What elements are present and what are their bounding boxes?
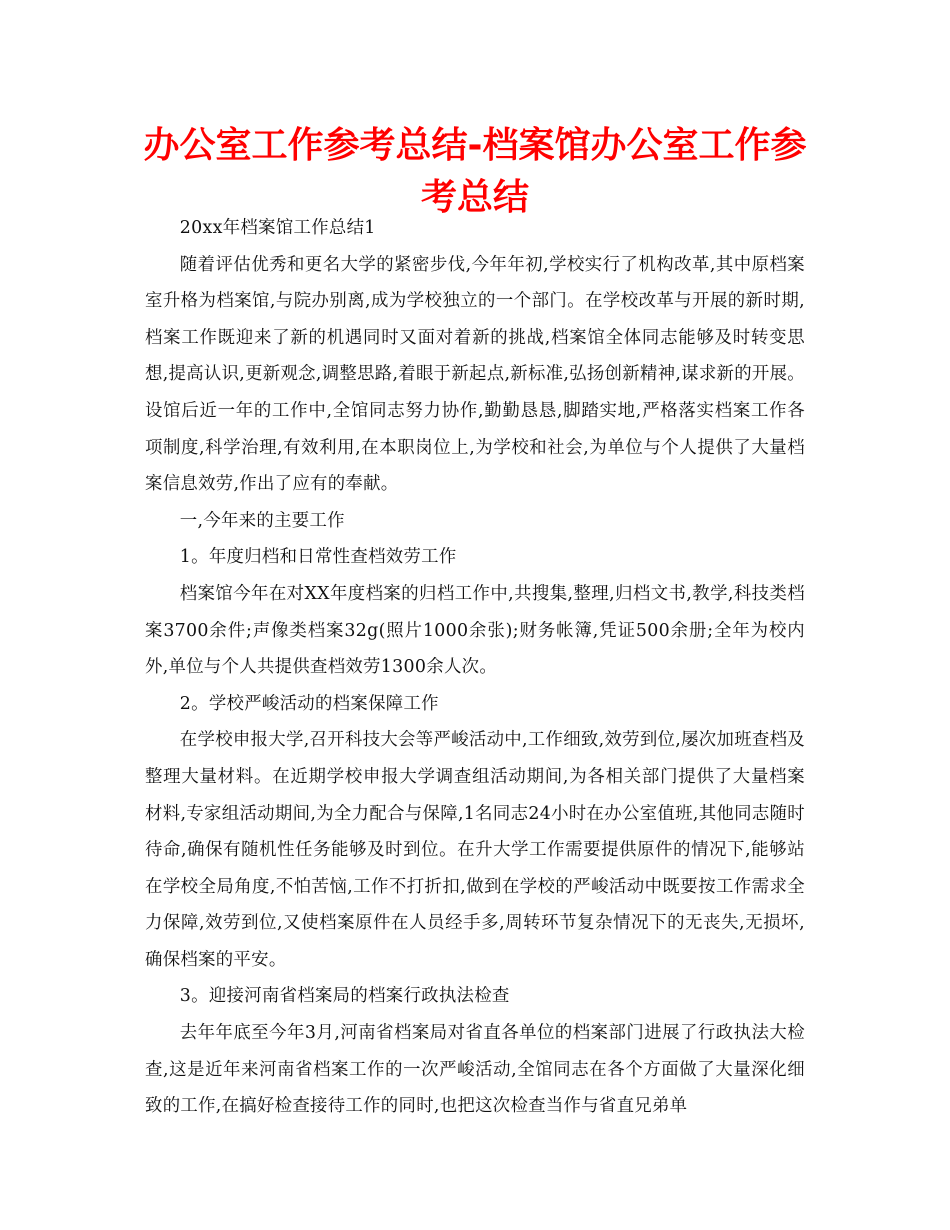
- paragraph-intro: 随着评估优秀和更名大学的紧密步伐,今年年初,学校实行了机构改革,其中原档案室升格为档案馆,与院办别离,成为学校独立的一个部门。在学校改革与开展的新时期,档案工作既迎来了新的机遇同时又面对着新的挑战,档案馆全体同志能够及时转变思想,提高认识,更新观念,调整思路,着眼于新起点,新标准,弘扬创新精神,谋求新的开展。设馆后近一年的工作中,全馆同志努力协作,勤勤恳恳,脚踏实地,严格落实档案工作各项制度,科学治理,有效利用,在本职岗位上,为学校和社会,为单位与个人提供了大量档案信息效劳,作出了应有的奉献。: [145, 254, 805, 495]
- subsection-heading-inspection: 3。迎接河南省档案局的档案行政执法检查: [179, 986, 510, 1007]
- document-title: 办公室工作参考总结-档案馆办公室工作参考总结: [143, 125, 807, 218]
- subsection-heading-major-events: 2。学校严峻活动的档案保障工作: [179, 693, 439, 714]
- paragraph-major-events: 在学校申报大学,召开科技大会等严峻活动中,工作细致,效劳到位,屡次加班查档及整理大量材料。在近期学校申报大学调查组活动期间,为各相关部门提供了大量档案材料,专家组活动期间,为全力配合与保障,1名同志24小时在办公室值班,其他同志随时待命,确保有随机性任务能够及时到位。在升大学工作需要提供原件的情况下,能够站在学校全局角度,不怕苦恼,工作不打折扣,做到在学校的严峻活动中既要按工作需求全力保障,效劳到位,又使档案原件在人员经手多,周转环节复杂情况下的无丧失,无损坏,确保档案的平安。: [145, 730, 805, 970]
- paragraph-inspection: 去年年底至今年3月,河南省档案局对省直各单位的档案部门进展了行政执法大检查,这是近年来河南省档案工作的一次严峻活动,全馆同志在各个方面做了大量深化细致的工作,在搞好检查接待工作的同时,也把这次检查当作与省直兄弟单: [145, 1023, 805, 1117]
- document-body: [145, 210, 805, 1125]
- paragraph-heading-summary: 20xx年档案馆工作总结1: [179, 218, 376, 238]
- section-heading-main-work: 一,今年来的主要工作: [179, 510, 345, 531]
- subsection-heading-archiving: 1。年度归档和日常性查档效劳工作: [179, 547, 457, 568]
- paragraph-archiving: 档案馆今年在对XX年度档案的归档工作中,共搜集,整理,归档文书,教学,科技类档案3700余件;声像类档案32g(照片1000余张);财务帐簿,凭证500余册;全年为校内外,单位与个人共提供查档效劳1300余人次。: [145, 583, 805, 678]
